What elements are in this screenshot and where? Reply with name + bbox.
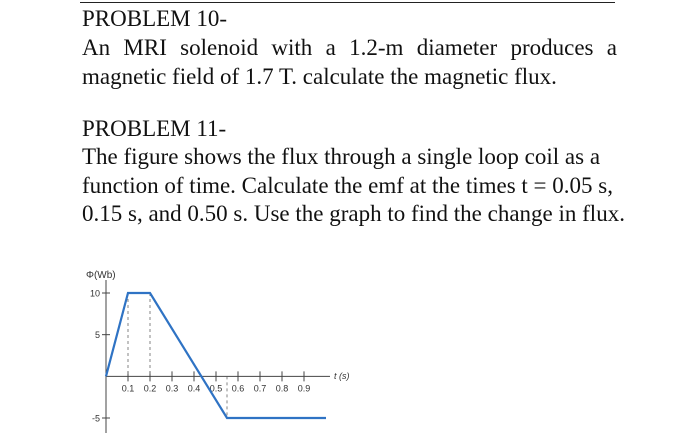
x-axis-label: t (s) [334,371,350,381]
y-tick-label: 5 [94,330,100,341]
flux-graph [78,265,368,435]
x-tick-label: 0.6 [231,383,245,394]
x-tick-label: 0.9 [297,383,311,394]
problem-10-text: An MRI solenoid with a 1.2-m diameter produces a magnetic field of 1.7 T. calculate the magnetic flux. [82,35,617,89]
axes [106,280,330,433]
problem-11-text: The figure shows the flux through a single loop coil as a function of time. Calculate the emf at the times t = 0.05 s, 0.15 s, and 0.50 s. Use the graph to find the change in flux. [82,144,625,226]
flux-series [106,293,326,418]
problem-11-title: PROBLEM 11- [82,116,227,141]
problem-10-title: PROBLEM 10- [82,6,228,31]
flux-line [106,293,326,418]
top-rule [80,2,615,3]
y-tick-label: 10 [89,288,100,299]
x-tick-label: 0.8 [275,383,289,394]
x-tick-label: 0.2 [143,383,157,394]
x-tick-label: 0.5 [209,383,223,394]
y-tick-label: -5 [91,413,100,424]
x-tick-label: 0.3 [165,383,179,394]
x-tick-label: 0.7 [253,383,267,394]
x-tick-label: 0.4 [187,383,201,394]
x-tick-label: 0.1 [121,383,135,394]
y-axis-label: Φ(Wb) [86,270,116,281]
guide-lines [128,293,227,418]
